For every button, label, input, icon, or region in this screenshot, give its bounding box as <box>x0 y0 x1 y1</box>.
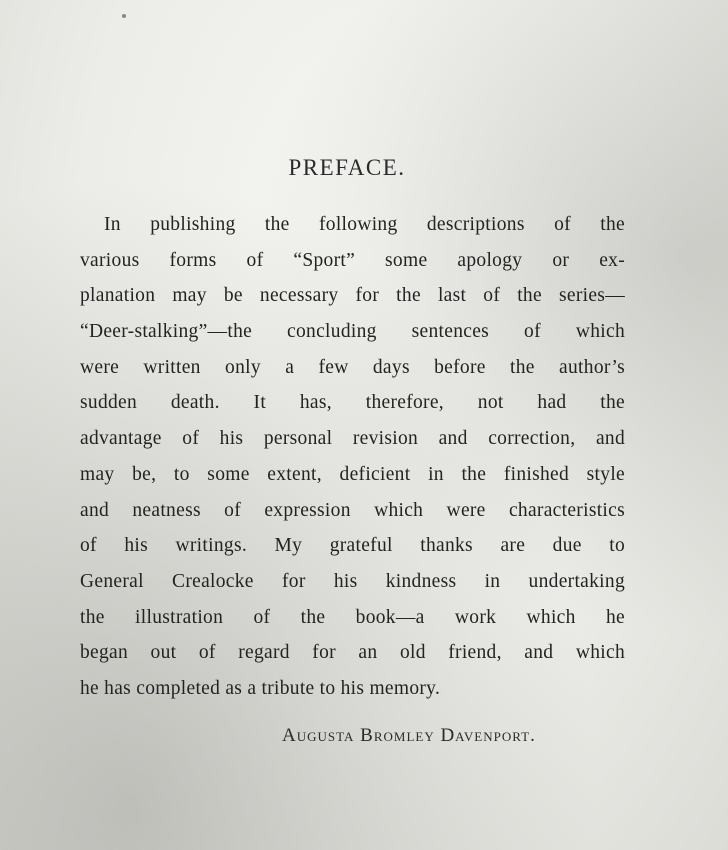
page-title: PREFACE. <box>288 155 406 180</box>
text-line: advantage of his personal revision and correction, and <box>80 428 625 450</box>
text-line: the illustration of the book—a work which he <box>80 606 625 628</box>
text-line: various forms of “Sport” some apology or ex- <box>80 249 625 271</box>
preface-paragraph <box>80 207 625 707</box>
text-line: sudden death. It has, therefore, not had the <box>80 392 625 414</box>
text-line: In publishing the following descriptions of the <box>104 214 625 235</box>
text-line: may be, to some extent, deficient in the finished style <box>80 463 625 485</box>
text-line: began out of regard for an old friend, and which <box>80 642 625 664</box>
text-line: General Crealocke for his kindness in undertaking <box>80 570 625 592</box>
author-signature: Augusta Bromley Davenport. <box>282 725 536 746</box>
text-line: he has completed as a tribute to his memory. <box>80 677 441 699</box>
text-line: were written only a few days before the author’s <box>80 356 625 378</box>
text-line: and neatness of expression which were characteristics <box>80 499 625 521</box>
paper-speck <box>122 14 126 18</box>
text-line: planation may be necessary for the last of the series— <box>80 285 625 307</box>
text-line: “Deer-stalking”—the concluding sentences of which <box>80 321 625 343</box>
text-line: of his writings. My grateful thanks are due to <box>80 535 625 557</box>
